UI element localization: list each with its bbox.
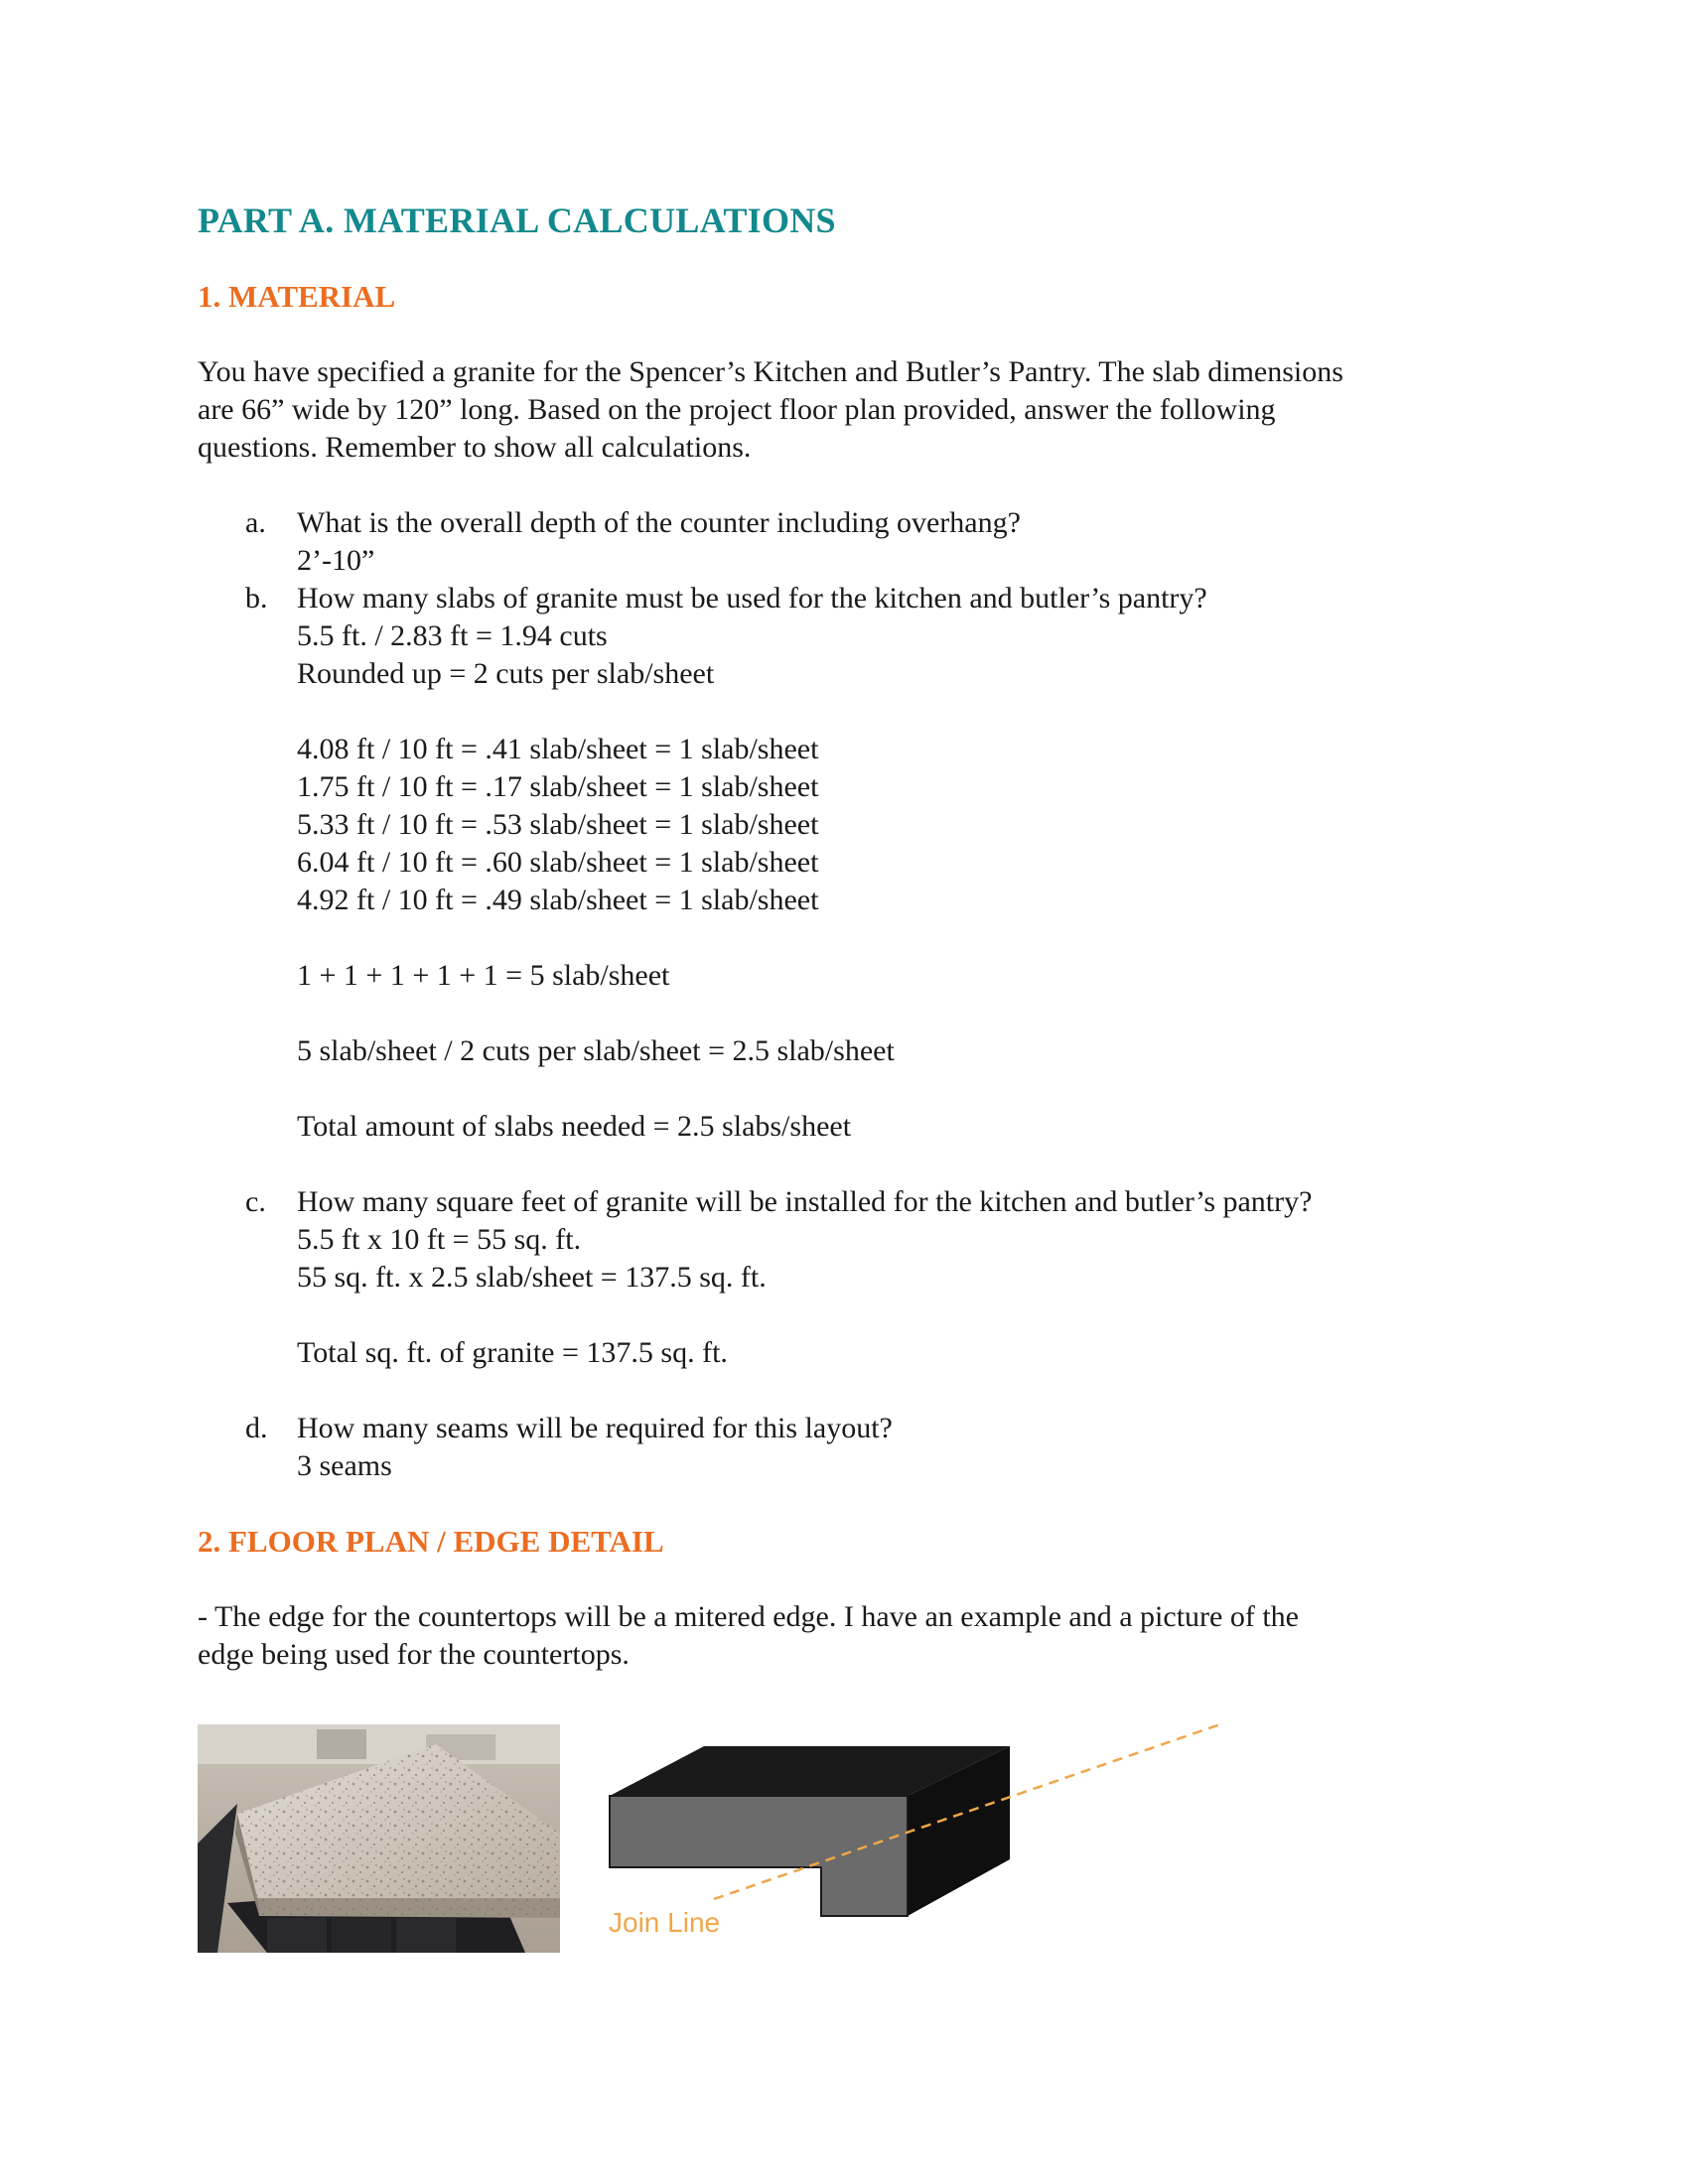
- intro-line: questions. Remember to show all calculations.: [198, 431, 752, 464]
- answer-text: 2’-10”: [297, 544, 375, 577]
- intro-line: are 66” wide by 120” long. Based on the project floor plan provided, answer the following: [198, 393, 1276, 426]
- calc-line: [297, 995, 1498, 1032]
- intro-line: You have specified a granite for the Spencer’s Kitchen and Butler’s Pantry. The slab dimensions: [198, 355, 1343, 388]
- calc-line: 5.5 ft x 10 ft = 55 sq. ft.: [297, 1223, 582, 1256]
- document-content: [198, 199, 1498, 1674]
- question-text: What is the overall depth of the counter including overhang?: [297, 506, 1021, 539]
- calc-line: 1 + 1 + 1 + 1 + 1 = 5 slab/sheet: [297, 959, 670, 992]
- question-text: How many slabs of granite must be used for the kitchen and butler’s pantry?: [297, 582, 1207, 614]
- calc-line: 5 slab/sheet / 2 cuts per slab/sheet = 2.5 slab/sheet: [297, 1034, 895, 1067]
- part-title: PART A. MATERIAL CALCULATIONS: [198, 201, 836, 240]
- question-text: How many square feet of granite will be installed for the kitchen and butler’s pantry?: [297, 1185, 1313, 1218]
- edge-paragraph: [198, 1598, 1498, 1674]
- list-marker: c.: [245, 1185, 266, 1218]
- calc-line: [297, 693, 1498, 731]
- edge-figures: [198, 1724, 1488, 1963]
- edge-line: edge being used for the countertops.: [198, 1638, 630, 1671]
- question-c: [198, 1183, 1498, 1372]
- calc-line: 5.5 ft. / 2.83 ft = 1.94 cuts: [297, 619, 608, 652]
- slab-front-face: [610, 1796, 908, 1916]
- join-line-label: Join Line: [609, 1907, 721, 1938]
- list-marker: d.: [245, 1412, 268, 1444]
- intro-paragraph: [198, 353, 1498, 467]
- edge-line: - The edge for the countertops will be a mitered edge. I have an example and a picture of the: [198, 1600, 1299, 1633]
- question-b: [198, 580, 1498, 1146]
- answer-text: 3 seams: [297, 1449, 392, 1482]
- calc-line: 55 sq. ft. x 2.5 slab/sheet = 137.5 sq. ft.: [297, 1261, 767, 1294]
- countertop-photo: [198, 1724, 560, 1953]
- section-title-material: 1. MATERIAL: [198, 279, 396, 314]
- calc-line: [297, 919, 1498, 957]
- question-a: [198, 504, 1498, 580]
- calc-line: Total amount of slabs needed = 2.5 slabs/sheet: [297, 1110, 852, 1143]
- calc-line: 1.75 ft / 10 ft = .17 slab/sheet = 1 slab/sheet: [297, 770, 819, 803]
- mitered-edge-diagram: [605, 1718, 1250, 1957]
- calc-line: [297, 1070, 1498, 1108]
- question-d: [198, 1410, 1498, 1485]
- calc-line: 5.33 ft / 10 ft = .53 slab/sheet = 1 slab/sheet: [297, 808, 819, 841]
- list-marker: a.: [245, 506, 266, 539]
- list-marker: b.: [245, 582, 268, 614]
- calc-line: 6.04 ft / 10 ft = .60 slab/sheet = 1 slab/sheet: [297, 846, 819, 879]
- calc-line: 4.92 ft / 10 ft = .49 slab/sheet = 1 slab/sheet: [297, 884, 819, 916]
- calc-line: Rounded up = 2 cuts per slab/sheet: [297, 657, 715, 690]
- calc-line: [297, 1297, 1498, 1334]
- question-text: How many seams will be required for this layout?: [297, 1412, 893, 1444]
- calc-line: 4.08 ft / 10 ft = .41 slab/sheet = 1 slab/sheet: [297, 733, 819, 765]
- calc-line: Total sq. ft. of granite = 137.5 sq. ft.: [297, 1336, 728, 1369]
- section-title-floor-plan: 2. FLOOR PLAN / EDGE DETAIL: [198, 1524, 664, 1559]
